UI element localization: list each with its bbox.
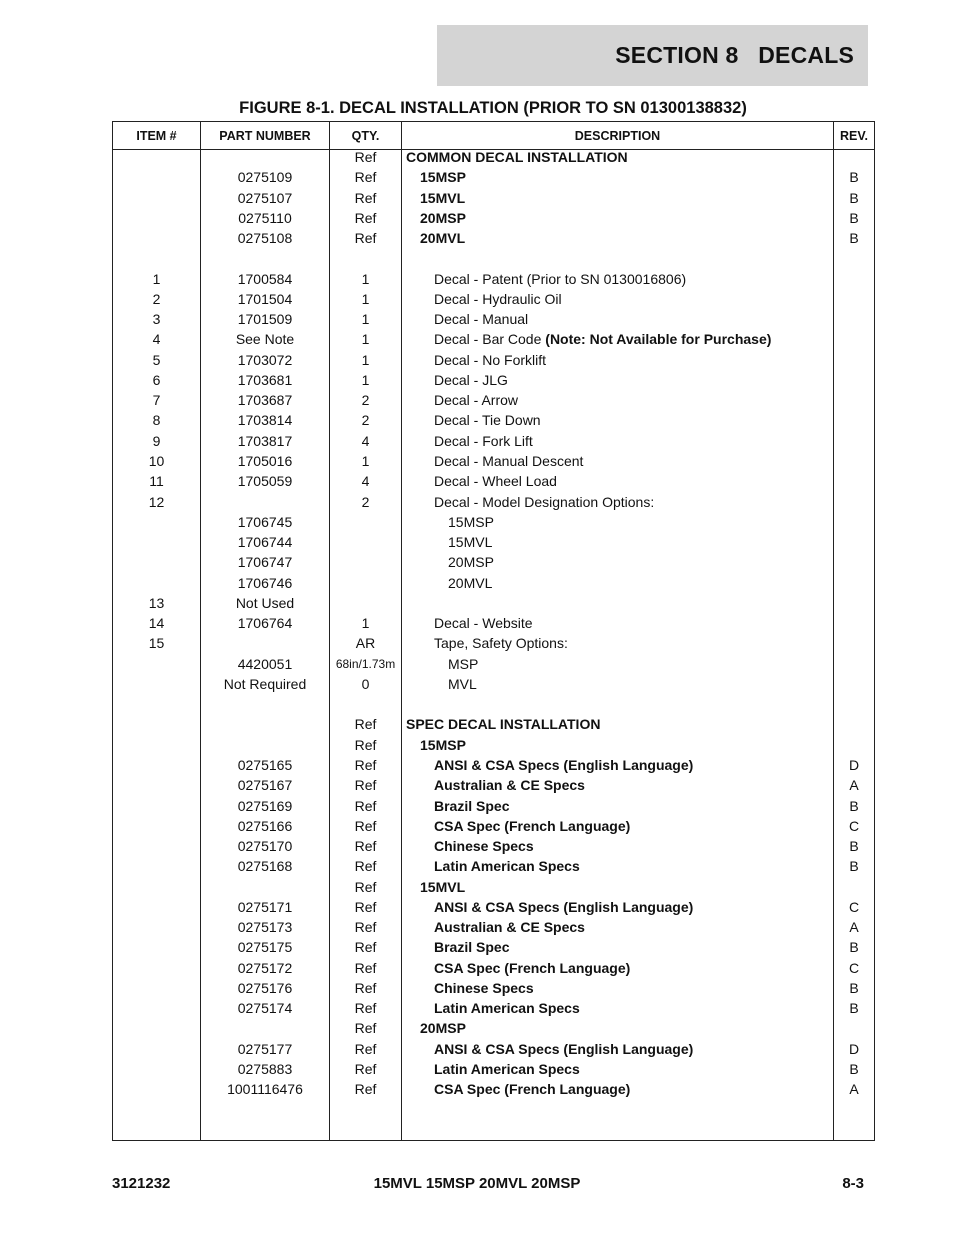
- quantity: Ref: [354, 230, 377, 247]
- decal-table: [112, 121, 875, 1141]
- revision: C: [848, 898, 860, 915]
- item-number: 2: [152, 290, 161, 307]
- table-row: [113, 776, 874, 796]
- header-qty: QTY.: [351, 128, 380, 143]
- quantity: Ref: [354, 756, 377, 773]
- quantity: Ref: [354, 838, 377, 855]
- item-number: 14: [148, 615, 165, 632]
- figure-title: FIGURE 8-1. DECAL INSTALLATION (PRIOR TO SN 01300138832): [239, 99, 747, 117]
- description: 15MSP: [420, 736, 466, 753]
- quantity: Ref: [354, 736, 377, 753]
- description: 20MVL: [448, 574, 493, 591]
- part-number: 0275108: [237, 230, 293, 247]
- description: [434, 331, 771, 347]
- description: 15MVL: [420, 878, 466, 895]
- part-number: 0275166: [237, 817, 293, 834]
- quantity: Ref: [354, 169, 377, 186]
- description: Decal - Manual Descent: [434, 452, 584, 469]
- quantity: 1: [361, 351, 370, 368]
- part-number: 0275175: [237, 939, 293, 956]
- table-row: [113, 432, 874, 452]
- table-row: [113, 1040, 874, 1060]
- part-number: 1705016: [237, 452, 293, 469]
- table-row: [113, 452, 874, 472]
- table-row: [113, 391, 874, 411]
- table-body: [113, 148, 874, 1100]
- description: Decal - Fork Lift: [434, 432, 533, 449]
- description: Latin American Specs: [434, 1060, 580, 1077]
- description: Decal - Model Designation Options:: [434, 493, 655, 510]
- quantity: Ref: [354, 1020, 377, 1037]
- table-row: [113, 1019, 874, 1039]
- item-number: 6: [152, 371, 161, 388]
- table-row: [113, 371, 874, 391]
- description: 20MSP: [420, 1020, 466, 1037]
- table-row: [113, 999, 874, 1019]
- revision: B: [849, 979, 859, 996]
- part-number: 0275165: [237, 756, 293, 773]
- section-title: SECTION 8 DECALS: [615, 42, 854, 68]
- revision: A: [849, 1081, 859, 1098]
- description: Australian & CE Specs: [434, 919, 585, 936]
- description: Decal - Patent (Prior to SN 0130016806): [434, 270, 687, 287]
- table-row: [113, 574, 874, 594]
- part-number: 1706764: [237, 615, 293, 632]
- table-row: [113, 614, 874, 634]
- description: MSP: [448, 655, 479, 672]
- description: Decal - Manual: [434, 311, 529, 328]
- table-row: [113, 959, 874, 979]
- part-number: 1705059: [237, 473, 293, 490]
- quantity: Ref: [354, 858, 377, 875]
- footer-doc-number: 3121232: [112, 1175, 171, 1192]
- quantity: 4: [361, 432, 370, 449]
- part-number: 0275173: [237, 919, 293, 936]
- description: 15MVL: [448, 534, 493, 551]
- quantity: Ref: [354, 149, 377, 165]
- quantity: 2: [361, 412, 370, 429]
- quantity: Ref: [354, 777, 377, 794]
- quantity: Ref: [354, 959, 377, 976]
- description-note: (Note: Not Available for Purchase): [545, 331, 772, 348]
- description: 15MVL: [420, 189, 466, 206]
- table-row: [113, 330, 874, 350]
- description: COMMON DECAL INSTALLATION: [406, 149, 628, 165]
- description: Brazil Spec: [434, 797, 510, 814]
- part-number: 4420051: [237, 655, 293, 672]
- item-number: 9: [152, 432, 161, 449]
- description: 20MSP: [420, 209, 466, 226]
- revision: C: [848, 959, 860, 976]
- description: Decal - Arrow: [434, 392, 519, 409]
- part-number: 0275171: [237, 898, 293, 915]
- table-row: [113, 168, 874, 188]
- quantity: 1: [361, 331, 370, 348]
- revision: C: [848, 817, 860, 834]
- description: Australian & CE Specs: [434, 777, 585, 794]
- part-number: 1703814: [237, 412, 293, 429]
- part-number: 1703072: [237, 351, 293, 368]
- quantity: 2: [361, 392, 370, 409]
- part-number: 0275110: [238, 209, 292, 226]
- quantity: 1: [361, 452, 370, 469]
- part-number: 0275177: [237, 1040, 293, 1057]
- part-number: 0275168: [237, 858, 293, 875]
- part-number: 0275167: [237, 777, 293, 794]
- part-number: Not Required: [223, 675, 307, 692]
- revision: B: [849, 939, 859, 956]
- part-number: 1706746: [237, 574, 293, 591]
- description: 15MSP: [448, 513, 494, 530]
- part-number: 1706747: [237, 554, 293, 571]
- description: Decal - Wheel Load: [434, 473, 557, 490]
- quantity: Ref: [354, 979, 377, 996]
- part-number: 1001116476: [227, 1081, 303, 1098]
- quantity: 1: [361, 615, 370, 632]
- footer-models: 15MVL 15MSP 20MVL 20MSP: [373, 1175, 581, 1192]
- description: CSA Spec (French Language): [434, 959, 631, 976]
- quantity: Ref: [354, 209, 377, 226]
- part-number: 1701509: [237, 311, 293, 328]
- revision: B: [849, 797, 859, 814]
- part-number: 0275107: [237, 189, 293, 206]
- table-row: [113, 979, 874, 999]
- table-row: [113, 148, 874, 168]
- quantity: 1: [361, 371, 370, 388]
- description-text: Decal - Bar Code: [434, 331, 546, 348]
- revision: D: [848, 756, 860, 773]
- quantity: Ref: [354, 817, 377, 834]
- table-row: [113, 310, 874, 330]
- quantity: AR: [355, 635, 376, 652]
- description: SPEC DECAL INSTALLATION: [406, 716, 601, 733]
- revision: A: [849, 919, 859, 936]
- part-number: 0275109: [237, 169, 293, 186]
- table-row: [113, 411, 874, 431]
- table-row: [113, 655, 874, 675]
- table-row: [113, 472, 874, 492]
- item-number: 11: [149, 473, 164, 490]
- table-row: [113, 634, 874, 654]
- quantity: 1: [361, 290, 370, 307]
- quantity: 1: [361, 270, 370, 287]
- table-row: [113, 695, 874, 715]
- table-row: [113, 1060, 874, 1080]
- part-number: See Note: [235, 331, 295, 348]
- revision: B: [849, 858, 859, 875]
- description: Brazil Spec: [434, 939, 510, 956]
- description: Decal - Tie Down: [434, 412, 541, 429]
- description: CSA Spec (French Language): [434, 1081, 631, 1098]
- section-banner: [437, 25, 868, 86]
- description: Chinese Specs: [434, 979, 534, 996]
- quantity: Ref: [354, 919, 377, 936]
- table-row: [113, 270, 874, 290]
- item-number: 5: [152, 351, 161, 368]
- item-number: 1: [152, 270, 161, 287]
- part-number: 0275176: [237, 979, 293, 996]
- part-number: 0275172: [237, 959, 293, 976]
- table-row: [113, 675, 874, 695]
- table-row: [113, 797, 874, 817]
- quantity: Ref: [354, 878, 377, 895]
- description: 20MSP: [448, 554, 494, 571]
- quantity: Ref: [354, 1040, 377, 1057]
- item-number: 15: [148, 635, 165, 652]
- table-row: [113, 736, 874, 756]
- quantity: Ref: [354, 189, 377, 206]
- quantity: 2: [361, 493, 370, 510]
- description: 15MSP: [420, 169, 466, 186]
- part-number: 0275169: [237, 797, 293, 814]
- item-number: 4: [152, 331, 161, 348]
- table-row: [113, 857, 874, 877]
- item-number: 3: [152, 311, 161, 328]
- revision: D: [848, 1040, 860, 1057]
- table-row: [113, 533, 874, 553]
- table-row: [113, 229, 874, 249]
- description: ANSI & CSA Specs (English Language): [434, 756, 694, 773]
- part-number: 0275883: [237, 1060, 293, 1077]
- item-number: 13: [148, 594, 165, 611]
- quantity: Ref: [354, 716, 377, 733]
- table-row: [113, 493, 874, 513]
- description: Decal - Website: [434, 615, 533, 632]
- table-row: [113, 1080, 874, 1100]
- part-number: 1706745: [237, 513, 293, 530]
- item-number: 7: [152, 392, 161, 409]
- table-row: [113, 817, 874, 837]
- part-number: 1703817: [237, 432, 293, 449]
- table-row: [113, 513, 874, 533]
- table-row: [113, 290, 874, 310]
- quantity: Ref: [354, 1060, 377, 1077]
- table-row: [113, 189, 874, 209]
- revision: B: [849, 1000, 859, 1017]
- description: Latin American Specs: [434, 858, 580, 875]
- header-rev: REV.: [839, 128, 869, 143]
- part-number: 1700584: [237, 270, 293, 287]
- part-number: Not Used: [235, 594, 295, 611]
- header-part-number: PART NUMBER: [219, 128, 311, 143]
- description: Decal - JLG: [434, 371, 508, 388]
- table-row: [113, 878, 874, 898]
- description: 20MVL: [420, 230, 466, 247]
- table-row: [113, 837, 874, 857]
- item-number: 8: [152, 412, 161, 429]
- description: ANSI & CSA Specs (English Language): [434, 1040, 694, 1057]
- table-row: [113, 918, 874, 938]
- header-description: DESCRIPTION: [574, 128, 661, 143]
- quantity: Ref: [354, 797, 377, 814]
- part-number: 1703687: [237, 392, 293, 409]
- table-row: [113, 594, 874, 614]
- revision: B: [849, 838, 859, 855]
- table-row: [113, 249, 874, 269]
- table-row: [113, 351, 874, 371]
- revision: B: [849, 209, 859, 226]
- table-row: [113, 898, 874, 918]
- description: CSA Spec (French Language): [434, 817, 631, 834]
- description: MVL: [448, 675, 477, 692]
- description: ANSI & CSA Specs (English Language): [434, 898, 694, 915]
- part-number: 0275170: [237, 838, 293, 855]
- revision: B: [849, 169, 859, 186]
- description: Chinese Specs: [434, 838, 534, 855]
- revision: B: [849, 230, 859, 247]
- item-number: 12: [148, 493, 165, 510]
- description: Decal - Hydraulic Oil: [434, 290, 562, 307]
- table-row: [113, 553, 874, 573]
- footer-page-number: 8-3: [842, 1175, 864, 1192]
- table-row: [113, 756, 874, 776]
- revision: B: [849, 189, 859, 206]
- quantity: 68in/1.73m: [335, 656, 396, 671]
- item-number: 10: [148, 452, 165, 469]
- revision: A: [849, 777, 859, 794]
- quantity: 0: [361, 675, 370, 692]
- part-number: 0275174: [237, 1000, 293, 1017]
- part-number: 1703681: [237, 371, 293, 388]
- part-number: 1706744: [237, 534, 293, 551]
- quantity: Ref: [354, 898, 377, 915]
- table-row: [113, 938, 874, 958]
- table-row: [113, 715, 874, 735]
- description: Tape, Safety Options:: [434, 635, 568, 652]
- revision: B: [849, 1060, 859, 1077]
- header-item: ITEM #: [136, 128, 177, 143]
- description: Latin American Specs: [434, 1000, 580, 1017]
- table-row: [113, 209, 874, 229]
- description: Decal - No Forklift: [434, 351, 547, 368]
- quantity: Ref: [354, 1081, 377, 1098]
- part-number: 1701504: [237, 290, 293, 307]
- quantity: 4: [361, 473, 370, 490]
- quantity: 1: [361, 311, 370, 328]
- quantity: Ref: [354, 1000, 377, 1017]
- quantity: Ref: [354, 939, 377, 956]
